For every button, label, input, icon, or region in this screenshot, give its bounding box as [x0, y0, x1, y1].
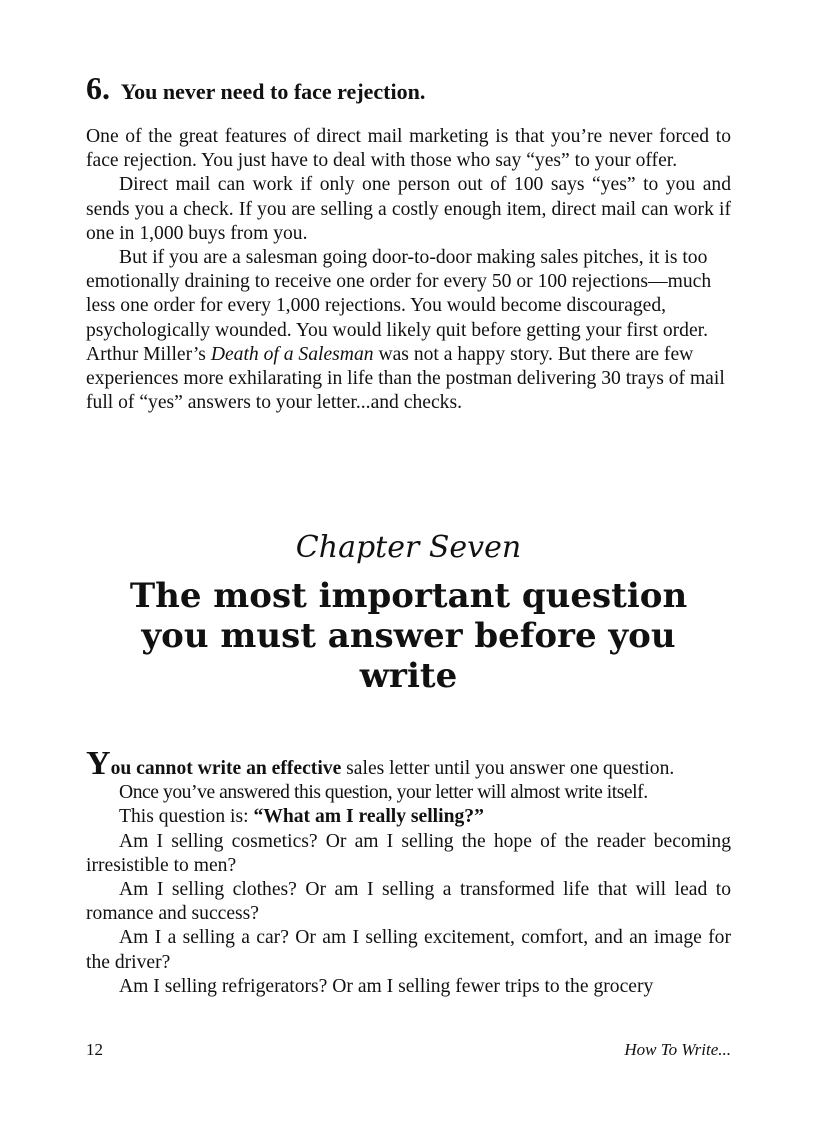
- key-question-bold: “What am I really selling?”: [253, 806, 484, 828]
- opening-paragraph: [86, 745, 731, 782]
- paragraph: [86, 805, 731, 829]
- chapter-title: [86, 576, 731, 696]
- paragraph: Direct mail can work if only one person out of 100 says “yes” to you and sends you a check. If you are selling a costly enough item, direct mail can work if one in 1,000 buys from you.: [86, 174, 731, 244]
- text-run: But if you are a salesman going door-to-door making sales pitches, it is too emotionally draining to receive one order for every 50 or 100 rejections—much less one order for every 1,000 rejections. You would become discouraged, psychologically wounded. You would likely quit before getting your first order. Arthur Miller’s: [86, 247, 712, 365]
- section-number: 6.: [86, 70, 110, 106]
- paragraph: [86, 246, 731, 415]
- section-title: You never need to face rejection.: [120, 79, 426, 104]
- paragraph: Once you’ve answered this question, your letter will almost write itself.: [119, 782, 648, 804]
- text-run: sales letter until you answer one question.: [341, 758, 675, 779]
- section-body: [86, 125, 731, 415]
- chapter-title-line: The most important question: [129, 576, 688, 616]
- drop-cap: Y: [86, 745, 111, 782]
- lead-in-bold: ou cannot write an effective: [110, 758, 342, 779]
- page-number: 12: [86, 1040, 103, 1059]
- paragraph: One of the great features of direct mail marketing is that you’re never forced to face rejection. You just have to deal with those who say “yes” to your offer.: [86, 126, 731, 172]
- book-title-italic: Death of a Salesman: [210, 343, 374, 365]
- chapter-title-line: write: [359, 656, 458, 696]
- paragraph: Am I selling cosmetics? Or am I selling the hope of the reader becoming irresistible to men?: [86, 830, 731, 876]
- chapter-body: [86, 745, 731, 999]
- section-heading: [86, 70, 425, 107]
- running-title: How To Write...: [624, 1040, 731, 1059]
- chapter-title-line: you must answer before you: [141, 616, 676, 656]
- paragraph: Am I selling refrigerators? Or am I selling fewer trips to the grocery: [119, 975, 654, 997]
- text-run: This question is:: [119, 806, 254, 828]
- paragraph: Am I a selling a car? Or am I selling excitement, comfort, and an image for the driver?: [86, 927, 731, 973]
- text-run: was not a happy story. But there are few experiences more exhilarating in life than the postman delivering 30 trays of mail full of “yes” answers to your letter...and checks.: [86, 343, 725, 414]
- chapter-label: Chapter Seven: [295, 530, 522, 565]
- paragraph: Am I selling clothes? Or am I selling a transformed life that will lead to romance and success?: [86, 879, 731, 925]
